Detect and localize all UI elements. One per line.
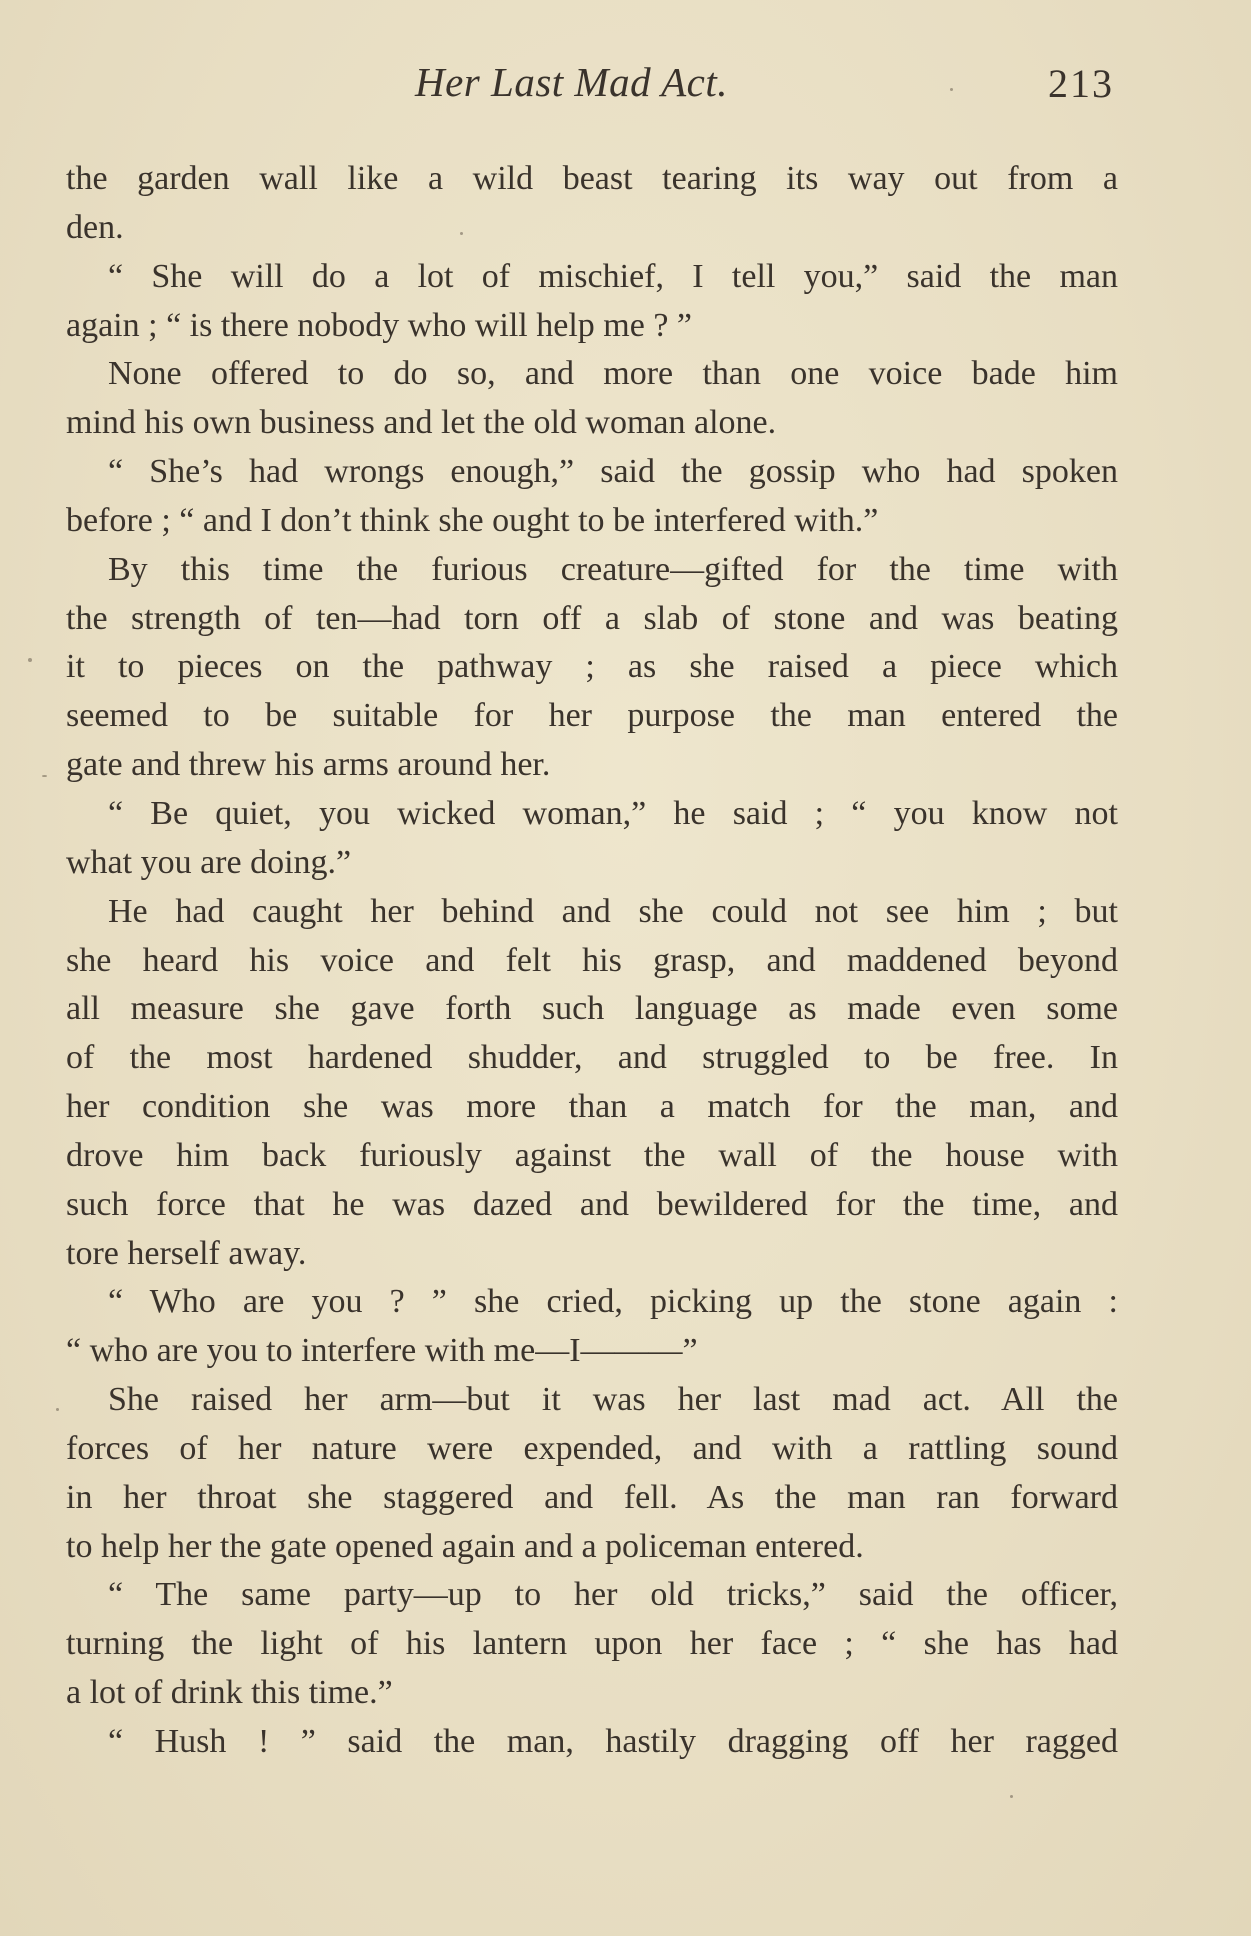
text-line: again ; “ is there nobody who will help me ? ” xyxy=(66,306,692,344)
text-line: “ She’s had wrongs enough,” said the gossip who had spoken xyxy=(108,453,1118,491)
text-line: the strength of ten—had torn off a slab of stone and was beating xyxy=(66,599,1118,637)
text-line: She raised her arm—but it was her last mad act. All the xyxy=(108,1381,1118,1419)
text-line: such force that he was dazed and bewildered for the time, and xyxy=(66,1185,1118,1223)
text-line: forces of her nature were expended, and with a rattling sound xyxy=(66,1429,1118,1467)
text-line: a lot of drink this time.” xyxy=(66,1674,393,1712)
paper-speck xyxy=(950,88,953,91)
text-line: what you are doing.” xyxy=(66,843,352,881)
text-line: mind his own business and let the old woman alone. xyxy=(66,404,777,442)
text-line: By this time the furious creature—gifted for the time with xyxy=(108,550,1118,588)
paper-speck xyxy=(460,232,463,235)
text-line: of the most hardened shudder, and struggled to be free. In xyxy=(66,1039,1118,1077)
text-line: “ She will do a lot of mischief, I tell you,” said the man xyxy=(108,257,1118,295)
page-header xyxy=(0,58,1251,108)
paper-speck xyxy=(56,1408,59,1411)
paper-speck xyxy=(28,658,32,662)
text-line: None offered to do so, and more than one voice bade him xyxy=(108,355,1118,393)
text-line: the garden wall like a wild beast tearing its way out from a xyxy=(66,160,1118,197)
text-line: seemed to be suitable for her purpose the man entered the xyxy=(66,697,1118,735)
text-line: it to pieces on the pathway ; as she raised a piece which xyxy=(66,648,1118,686)
text-line: drove him back furiously against the wall of the house with xyxy=(66,1136,1118,1174)
text-line: turning the light of his lantern upon her face ; “ she has had xyxy=(66,1625,1118,1663)
paper-speck xyxy=(42,775,47,777)
text-line: she heard his voice and felt his grasp, and maddened beyond xyxy=(66,941,1118,979)
text-line: her condition she was more than a match for the man, and xyxy=(66,1088,1118,1126)
text-line: all measure she gave forth such language as made even some xyxy=(66,990,1118,1028)
text-line: “ Be quiet, you wicked woman,” he said ; “ you know not xyxy=(108,794,1118,832)
text-line: tore herself away. xyxy=(66,1234,307,1272)
body-text xyxy=(66,155,1118,1767)
text-line: “ The same party—up to her old tricks,” said the officer, xyxy=(108,1576,1118,1614)
text-line: gate and threw his arms around her. xyxy=(66,746,551,784)
running-title: Her Last Mad Act. xyxy=(415,59,728,105)
text-line: to help her the gate opened again and a policeman entered. xyxy=(66,1527,864,1565)
text-line: “ Who are you ? ” she cried, picking up the stone again : xyxy=(108,1283,1118,1321)
paper-speck xyxy=(1010,1795,1013,1798)
text-line: den. xyxy=(66,208,124,246)
text-line: “ Hush ! ” said the man, hastily dragging off her ragged xyxy=(108,1723,1118,1760)
text-line: “ who are you to interfere with me—I———” xyxy=(66,1332,698,1370)
text-line: before ; “ and I don’t think she ought to be interfered with.” xyxy=(66,501,879,539)
text-line: in her throat she staggered and fell. As the man ran forward xyxy=(66,1478,1118,1516)
text-line: He had caught her behind and she could not see him ; but xyxy=(108,892,1118,930)
page-number: 213 xyxy=(1048,61,1114,106)
